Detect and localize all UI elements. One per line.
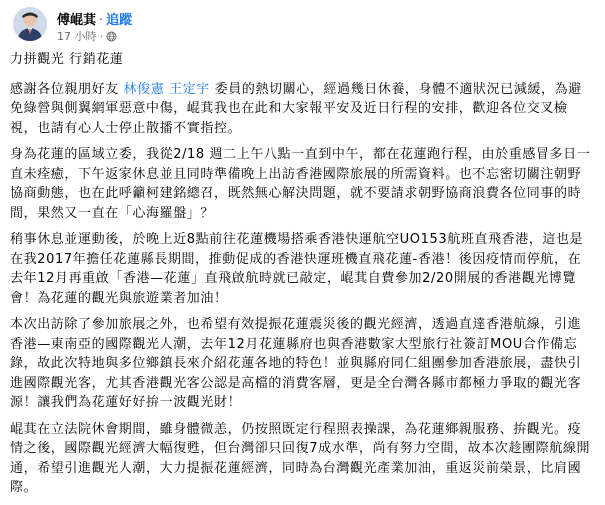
meta-separator: · [99, 29, 103, 43]
avatar-portrait-icon [13, 7, 47, 41]
paragraph-travel-fair: 本次出訪除了參加旅展之外，也希望有效提振花蓮震災後的觀光經濟，透過直達香港航線，引進香港—東南亞的國際觀光人潮，去年12月花蓮縣府也與香港數家大型旅行社簽訂MOU合作備忘錄，故此次特地與多位鄉鎮長來介紹花蓮各地的特色！並與縣府同仁組團參加香港旅展，盡快引進國際觀光客，尤其香港觀光客公認是高檔的消費客層，更是全台灣各縣市都極力爭取的觀光客源！讓我們為花蓮好好拚一波觀光財！ [10, 317, 582, 410]
paragraph-summary: 崐萁在立法院休會期間，雖身體微恙，仍按照既定行程照表操課，為花蓮鄉親服務、拚觀光。疫情之後，國際觀光經濟大幅復甦，但台灣卻只回復7成水準，尚有努力空間，故本次趁團際航線開通，希望引進觀光人潮，大力提振花蓮經濟，同時為台灣觀光產業加油，重返災前榮景，比肩國際。 [10, 421, 591, 495]
paragraph-schedule: 身為花蓮的區域立委，我從2/18 週二上午八點一直到中午，都在花蓮跑行程，由於重感冒多日一直未痊癒，下午返家休息並且同時準備晚上出訪香港國際旅展的所需資料。也不忘密切關注朝野協商動態，也在此呼籲柯建銘總召，既然無心解決問題，就不要請求朝野協商浪費各位同事的時間，果然又一直在「心海羅盤」？ [10, 147, 591, 221]
globe-icon[interactable] [106, 31, 117, 42]
post-meta [57, 28, 117, 44]
author-avatar[interactable] [13, 7, 47, 41]
paragraph-thanks-text-3: 委員的熱切關心，經過幾日休養，身體不適狀況已減緩，為避免綠營與側翼網軍惡意中傷，崐萁我也在此和大家報平安及近日行程的安排，歡迎各位交叉檢視，也請有心人士停止散播不實指控。 [10, 81, 582, 136]
author-name[interactable]: 傅崐萁 [57, 13, 97, 28]
mention-link[interactable]: 林俊憲 [123, 81, 165, 97]
post-body [10, 50, 593, 505]
post-header [0, 0, 605, 44]
paragraph-thanks-text-1: 感謝各位親朋好友 [10, 81, 124, 97]
paragraph-flight: 稍事休息並運動後，於晚上近8點前往花蓮機場搭乘香港快運航空UO153航班直飛香港，這也是在我2017年擔任花蓮縣長期間，推動促成的香港快運班機直飛花蓮-香港！後因疫情而停航，在去年12月再重啟「香港—花蓮」直飛啟航時就已敲定，崐萁自費參加2/20開展的香港觀光博覽會！為花蓮的觀光與旅遊業者加油！ [10, 232, 584, 306]
paragraph-thanks [10, 80, 593, 139]
follow-button[interactable]: 追蹤 [106, 13, 133, 28]
post-title: 力拼觀光 行銷花蓮 [10, 52, 124, 67]
mention-link[interactable]: 王定宇 [169, 81, 210, 97]
post-timestamp[interactable]: 17 小時 [57, 30, 97, 43]
author-separator: · [99, 13, 104, 28]
